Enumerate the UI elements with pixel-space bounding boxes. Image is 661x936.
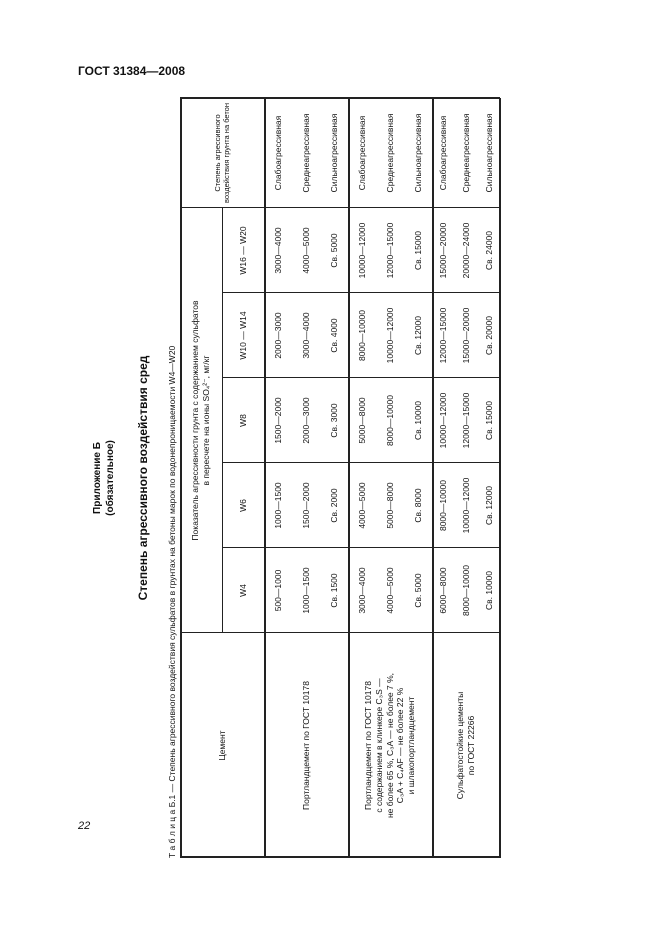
table-cell: Св. 15000 — [483, 401, 494, 441]
row-divider — [432, 98, 434, 858]
table-cell: 20000—24000 — [461, 222, 472, 279]
section-title: Степень агрессивного воздействия сред — [136, 355, 150, 601]
table-cell: 2000—3000 — [300, 397, 311, 444]
table-cell: 4000—5000 — [384, 567, 395, 614]
cement-group-cell — [348, 633, 432, 858]
header-degree-line1: Степень агрессивного — [212, 114, 222, 192]
cement-description-line: не более 65 %, C₃A — не более 7 %, — [384, 672, 395, 819]
table-cell: 500—1000 — [272, 569, 283, 612]
column-divider — [180, 632, 500, 633]
column-divider — [180, 207, 500, 208]
table-cell: Св. 12000 — [412, 316, 423, 356]
document-header: ГОСТ 31384—2008 — [78, 64, 186, 78]
row-divider — [222, 208, 223, 633]
header-grade: W8 — [237, 414, 248, 427]
header-indicator — [180, 208, 222, 633]
header-cement: Цемент — [216, 730, 227, 761]
table-cell: Св. 5000 — [328, 233, 339, 268]
cement-description-line: C₃A + C₄AF — не более 22 % — [395, 687, 406, 804]
table-cell: 4000—5000 — [356, 482, 367, 529]
degree-cell: Сильноагрессивная — [412, 113, 423, 193]
header-degree — [180, 98, 264, 208]
table-cell: 15000—20000 — [438, 222, 449, 279]
header-grade: W10 — W14 — [237, 311, 248, 360]
sulfate-aggressiveness-table — [180, 98, 500, 858]
cement-description-line: и шлакопортландцемент — [405, 696, 416, 795]
table-cell: 6000—8000 — [438, 567, 449, 614]
cement-description-line: Сульфатостойкие цементы — [455, 691, 466, 800]
table-cell: Св. 10000 — [412, 401, 423, 441]
degree-cell: Среднеагрессивная — [300, 113, 311, 193]
table-border — [180, 98, 182, 858]
table-cell: 10000—12000 — [384, 307, 395, 364]
degree-cell: Сильноагрессивная — [328, 113, 339, 193]
table-cell: 8000—10000 — [356, 309, 367, 362]
table-cell: 3000—4000 — [272, 227, 283, 274]
table-cell: 5000—8000 — [356, 397, 367, 444]
cement-description-line: Портландцемент по ГОСТ 10178 — [300, 681, 311, 810]
degree-cell: Слабоагрессивная — [356, 115, 367, 191]
table-cell: 10000—12000 — [438, 392, 449, 449]
header-grade: W16 — W20 — [237, 226, 248, 275]
header-grade: W4 — [237, 584, 248, 597]
appendix-title: Приложение Б — [92, 442, 103, 514]
table-cell: Св. 4000 — [328, 318, 339, 353]
table-cell: 1500—2000 — [300, 482, 311, 529]
degree-cell: Сильноагрессивная — [483, 113, 494, 193]
table-cell: Св. 1500 — [328, 573, 339, 608]
table-cell: Св. 8000 — [412, 488, 423, 523]
table-cell: 5000—8000 — [384, 482, 395, 529]
table-cell: 12000—15000 — [438, 307, 449, 364]
table-cell: 10000—12000 — [461, 477, 472, 534]
degree-cell: Слабоагрессивная — [438, 115, 449, 191]
table-cell: Св. 5000 — [412, 573, 423, 608]
table-cell: 15000—20000 — [461, 307, 472, 364]
table-cell: 4000—5000 — [300, 227, 311, 274]
table-cell: Св. 3000 — [328, 403, 339, 438]
table-cell: 8000—10000 — [438, 479, 449, 532]
table-cell: Св. 15000 — [412, 231, 423, 271]
table-cell: Св. 12000 — [483, 486, 494, 526]
table-cell: Св. 20000 — [483, 316, 494, 356]
appendix-subtitle: (обязательное) — [105, 440, 116, 516]
header-indicator-line2: в пересчете на ионы SO₄²⁻, мг/кг — [201, 355, 211, 486]
degree-cell: Среднеагрессивная — [384, 113, 395, 193]
table-cell: 1000—1500 — [272, 482, 283, 529]
table-cell: 10000—12000 — [356, 222, 367, 279]
table-border — [499, 98, 501, 858]
cement-description-line: Портландцемент по ГОСТ 10178 — [363, 681, 374, 810]
table-border — [180, 857, 500, 859]
cement-description-line: с содержанием в клинкере C₃S — — [374, 678, 385, 813]
cement-description-line: по ГОСТ 22266 — [466, 715, 476, 776]
table-cell: Св. 10000 — [483, 571, 494, 611]
row-divider — [348, 98, 350, 858]
table-cell: 8000—10000 — [461, 564, 472, 617]
rotated-page-content — [80, 98, 500, 858]
table-cell: 12000—15000 — [384, 222, 395, 279]
table-cell: 12000—15000 — [461, 392, 472, 449]
page-number: 22 — [78, 820, 91, 832]
header-degree-line2: воздействия грунта на бетон — [222, 102, 231, 204]
table-cell: 1500—2000 — [272, 397, 283, 444]
header-indicator-line1: Показатель агрессивности грунта с содержанием сульфатов — [190, 300, 201, 541]
header-grade: W6 — [237, 499, 248, 512]
cement-group-cell — [264, 633, 348, 858]
table-cell: 3000—4000 — [356, 567, 367, 614]
table-border — [180, 98, 500, 100]
table-cell: Св. 24000 — [483, 231, 494, 271]
cement-group-cell — [432, 633, 500, 858]
row-divider — [264, 98, 266, 858]
table-cell: Св. 2000 — [328, 488, 339, 523]
degree-cell: Среднеагрессивная — [461, 113, 472, 193]
table-cell: 2000—3000 — [272, 312, 283, 359]
table-cell: 8000—10000 — [384, 394, 395, 447]
table-caption: Т а б л и ц а Б.1 — Степень агрессивного воздействия сульфатов в грунтах на бетоны марок по водонепроницаемости W4—W20 — [167, 345, 177, 858]
degree-cell: Слабоагрессивная — [272, 115, 283, 191]
table-cell: 3000—4000 — [300, 312, 311, 359]
table-cell: 1000—1500 — [300, 567, 311, 614]
